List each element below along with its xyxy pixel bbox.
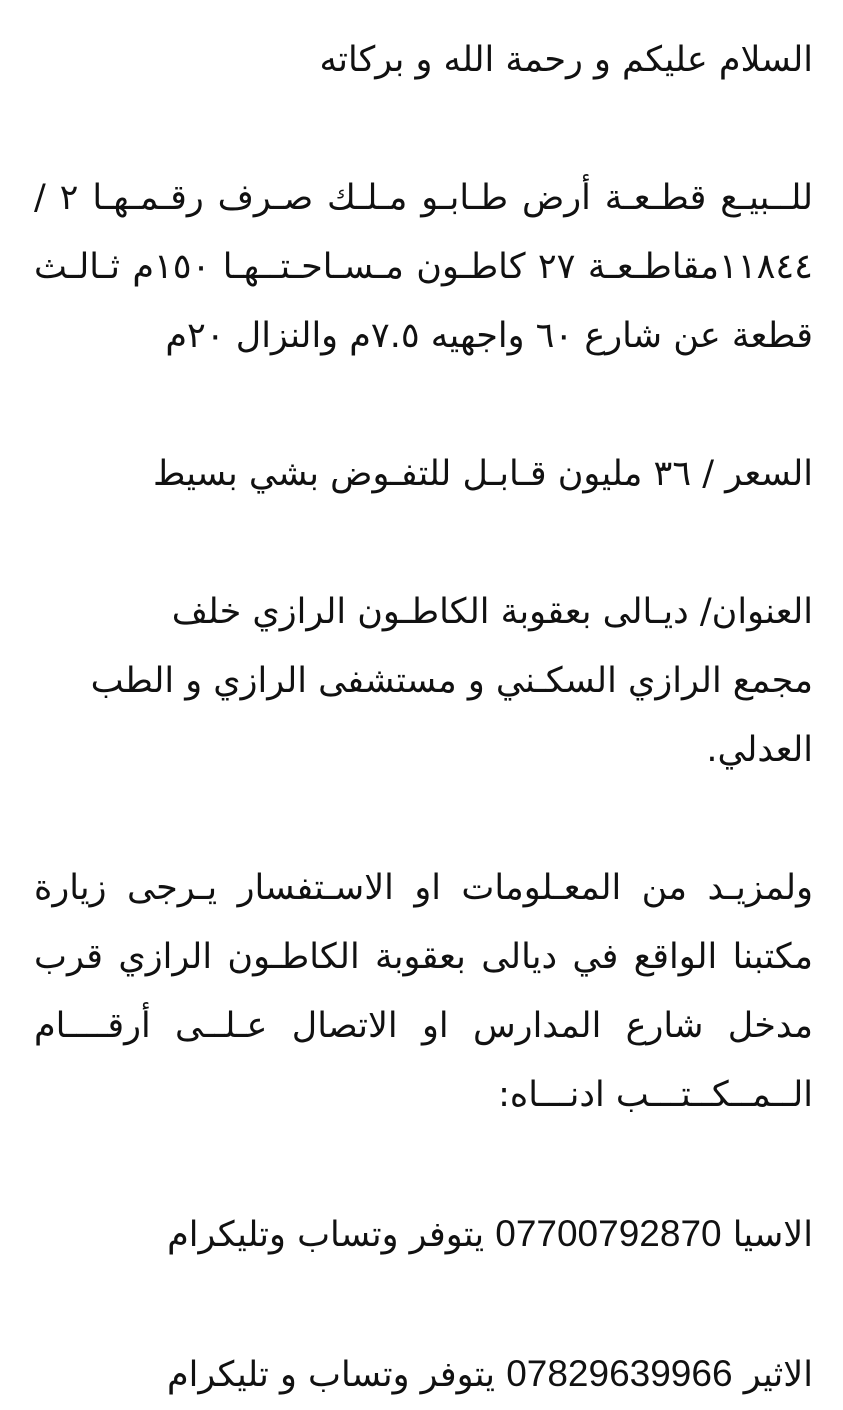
contact-label: الاسيا: [732, 1215, 813, 1255]
listing-line-2: ١١٨٤٤مقاطـعـة ٢٧ كاطـون مـسـاحـتــهـا ١٥٠م ثـالـث: [34, 247, 813, 287]
contact-note: يتوفر وتساب و تليكرام: [166, 1355, 496, 1395]
spacer: [34, 1130, 813, 1199]
listing-line-3: قطعة عن شارع ٦٠ واجهيه ٧.٥م والنزال ٢٠م: [165, 316, 813, 356]
contact-note: يتوفر وتساب وتليكرام: [167, 1215, 485, 1255]
phone-number[interactable]: 07829639966: [506, 1353, 733, 1394]
spacer: [34, 509, 813, 578]
spacer: [34, 785, 813, 854]
spacer: [34, 1270, 813, 1339]
price-line: السعر / ٣٦ مليون قـابـل للتفـوض بشي بسيط: [153, 454, 813, 494]
listing-line-1: للــبيـع قطـعـة أرض طـابـو مـلـك صـرف رقـمـهـا ٢ /: [34, 178, 813, 218]
contact-label: الاثير: [743, 1355, 813, 1395]
address-line-2: مجمع الرازي السكـني و مستشفى الرازي و الطب: [90, 661, 813, 701]
contact-asia: [34, 1199, 813, 1270]
phone-number[interactable]: 07700792870: [495, 1213, 722, 1254]
more-info-line-3: مدخل شارع المدارس او الاتصال عـلــى أرقــــام: [34, 1006, 813, 1046]
contact-atheer: [34, 1339, 813, 1410]
more-info-line-4: الــمــكــتـــب ادنـــاه:: [498, 1075, 813, 1115]
more-info-line-1: ولمزيـد من المعـلومات او الاسـتفسار يـرجى زيارة: [34, 868, 813, 908]
address-line-3: العدلي.: [706, 730, 813, 770]
greeting-line: السلام عليكم و رحمة الله و بركاته: [319, 40, 813, 80]
spacer: [34, 371, 813, 440]
spacer: [34, 95, 813, 164]
more-info-line-2: مكتبنا الواقع في ديالى بعقوبة الكاطـون الرازي قرب: [34, 937, 813, 977]
address-line-1: العنوان/ ديـالى بعقوبة الكاطـون الرازي خلف: [171, 592, 813, 632]
